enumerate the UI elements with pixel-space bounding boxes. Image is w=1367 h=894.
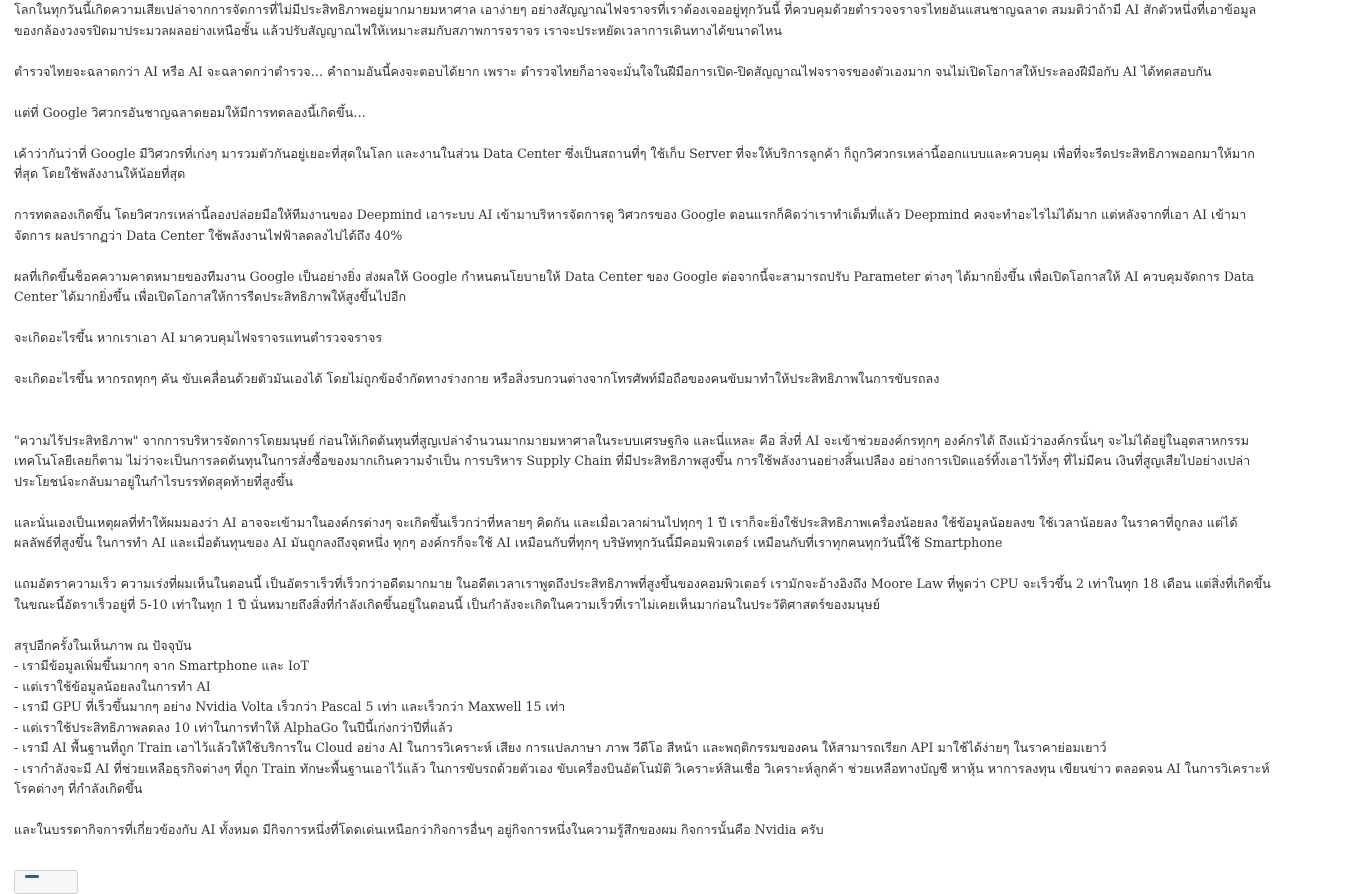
- paragraph-closing: และในบรรดากิจการที่เกี่ยวข้องกับ AI ทั้งหมด มีกิจการหนึ่งที่โดดเด่นเหนือกว่ากิจการอื่นๆ อยู่กิจการหนึ่งในความรู้สึกของผม กิจการนั้นคือ Nvidia ครับ: [14, 822, 824, 837]
- paragraph-police-vs-ai: ตำรวจไทยจะฉลาดกว่า AI หรือ AI จะฉลาดกว่าตำรวจ… คำถามอันนี้คงจะตอบได้ยาก เพราะ ตำรวจไทยก็อาจจะมั่นใจในฝีมือการเปิด-ปิดสัญญาณไฟจราจรของตัวเองมาก จนไม่เปิดโอกาสให้ประลองฝีมือกับ AI ได้ทดสอบกัน: [14, 63, 1212, 79]
- summary-item: - เรามีข้อมูลเพิ่มขึ้นมากๆ จาก Smartphone และ IoT: [14, 658, 309, 673]
- summary-item: - เรามี AI พื้นฐานที่ถูก Train เอาไว้แล้วให้ใช้บริการใน Cloud อย่าง AI ในการวิเคราะห์ เสียง การแปลภาษา ภาพ วีดีโอ สีหน้า และพฤติกรรมของคน ให้สามารถเรียก API มาใช้ได้ง่ายๆ ในราคาย่อมเยาว์: [14, 740, 1107, 755]
- summary-item: - แต่เราใช้ประสิทธิภาพลดลง 10 เท่าในการทำให้ AlphaGo ในปีนี้เก่งกว่าปีที่แล้ว: [14, 719, 453, 735]
- paragraph-deepmind-test: การทดลองเกิดขึ้น โดยวิศวกรเหล่านี้ลองปล่อยมือให้ทีมงานของ Deepmind เอาระบบ AI เข้ามาบริหารจัดการดู วิศวกรของ Google ตอนแรกก็คิดว่าเราทำเต็มที่แล้ว Deepmind คงจะทำอะไรไม่ได้มาก แต่หลังจากที่เอา AI เข้ามาจัดการ ผลปรากฏว่า Data Center ใช้พลังงานไฟฟ้าลดลงไปได้ถึง 40%: [14, 207, 1247, 243]
- paragraph-inefficiency: "ความไร้ประสิทธิภาพ" จากการบริหารจัดการโดยมนุษย์ ก่อนให้เกิดต้นทุนที่สูญเปล่าจำนวนมากมายมหาศาลในระบบเศรษฐกิจ และนี่แหละ คือ สิ่งที่ AI จะเข้าช่วยองค์กรทุกๆ องค์กรได้ ถึงแม้ว่าองค์กรนั้นๆ จะไม่ได้อยู่ในอุตสาหกรรมเทคโนโลยีเลยก็ตาม ไม่ว่าจะเป็นการลดต้นทุนในการสั่งซื้อของมากเกินความจำเป็น การบริหาร Supply Chain ที่มีประสิทธิภาพสูงขึ้น การใช้พลังงานอย่างสิ้นเปลือง อย่างการเปิดแอร์ทิ้งเอาไว้ทั้งๆ ที่ไม่มีคน เงินที่สูญเสียไปอย่างเปล่าประโยชน์จะกลับมาอยู่ในกำไรบรรทัดสุดท้ายที่สูงขึ้น: [14, 432, 1251, 489]
- paragraph-google-engineers: เค้าว่ากันว่าที่ Google มีวิศวกรที่เก่งๆ มารวมตัวกันอยู่เยอะที่สุดในโลก และงานในส่วน Data Center ซึ่งเป็นสถานที่ๆ ใช้เก็บ Server ที่จะให้บริการลูกค้า ก็ถูกวิศวกรเหล่านี้ออกแบบและควบคุม เพื่อที่จะรีดประสิทธิภาพออกมาให้มากที่สุด โดยใช้พลังงานให้น้อยที่สุด: [14, 145, 1255, 181]
- share-button[interactable]: [14, 870, 78, 894]
- paragraph-ai-adoption: และนั่นเองเป็นเหตุผลที่ทำให้ผมมองว่า AI อาจจะเข้ามาในองค์กรต่างๆ จะเกิดขึ้นเร็วกว่าที่หลายๆ คิดกัน และเมื่อเวลาผ่านไปทุกๆ 1 ปี เราก็จะยิ่งใช้ประสิทธิภาพเครื่องน้อยลง ใช้ข้อมูลน้อยลงข ใช้เวลาน้อยลง ในราคาที่ถูกลง แต่ได้ผลลัพธ์ที่สูงขึ้น ในการทำ AI และเมื่อต้นทุนของ AI มันถูกลงถึงจุดหนึ่ง ทุกๆ องค์กรก็จะใช้ AI เหมือนกับที่ทุกๆ บริษัททุกวันนี้มีคอมพิวเตอร์ เหมือนกับที่เราทุกคนทุกวันนี้ใช้ Smartphone: [14, 514, 1238, 550]
- paragraph-question-traffic: จะเกิดอะไรขึ้น หากเราเอา AI มาควบคุมไฟจราจรแทนตำรวจจราจร: [14, 330, 383, 345]
- paragraph-google-policy: ผลที่เกิดขึ้นช็อคความคาดหมายของทีมงาน Google เป็นอย่างยิ่ง ส่งผลให้ Google กำหนดนโยบายให้ Data Center ของ Google ต่อจากนี้จะสามารถปรับ Parameter ต่างๆ ได้มากยิ่งขึ้น เพื่อเปิดโอกาสให้ AI ควบคุมจัดการ Data Center ได้มากยิ่งขึ้น เพื่อเปิดโอกาสให้การรีดประสิทธิภาพให้สูงขึ้นไปอีก: [14, 268, 1255, 304]
- spacer: [14, 410, 1276, 431]
- summary-item: - แต่เราใช้ข้อมูลน้อยลงในการทำ AI: [14, 678, 211, 694]
- article-body: [14, 0, 1276, 861]
- paragraph-question-cars: จะเกิดอะไรขึ้น หากรถทุกๆ คัน ขับเคลื่อนด้วยตัวมันเองได้ โดยไม่ถูกข้อจำกัดทางร่างกาย หรือสิ่งรบกวนต่างจากโทรศัพท์มือถือของคนขับมาทำให้ประสิทธิภาพในการขับรถลง: [14, 371, 940, 386]
- paragraph-google-experiment: แต่ที่ Google วิศวกรอันชาญฉลาดยอมให้มีการทดลองนี้เกิดขึ้น…: [14, 104, 366, 120]
- summary-item: - เรามี GPU ที่เร็วขึ้นมากๆ อย่าง Nvidia Volta เร็วกว่า Pascal 5 เท่า และเร็วกว่า Maxwell 15 เท่า: [14, 699, 566, 714]
- paragraph-speed: แถมอัตราความเร็ว ความเร่งที่ผมเห็นในตอนนี้ เป็นอัตราเร็วที่เร็วกว่าอดีตมากมาย ในอดีตเวลาเราพูดถึงประสิทธิภาพที่สูงขึ้นของคอมพิวเตอร์ เรามักจะอ้างอิงถึง Moore Law ที่พูดว่า CPU จะเร็วขึ้น 2 เท่าในทุก 18 เดือน แต่สิ่งที่เกิดขึ้นในขณะนี้อัตราเร็วอยู่ที่ 5-10 เท่าในทุก 1 ปี นั่นหมายถึงสิ่งที่กำลังเกิดขึ้นอยู่ในตอนนี้ เป็นกำลังจะเกิดในความเร็วที่เราไม่เคยเห็นมาก่อนในประวัติศาสตร์ของมนุษย์: [14, 576, 1271, 612]
- summary-heading: สรุปอีกครั้งในเห็นภาพ ณ ปัจจุบัน: [14, 637, 192, 653]
- paragraph-traffic-ai: โลกในทุกวันนี้เกิดความเสียเปล่าจากการจัดการที่ไม่มีประสิทธิภาพอยู่มากมายมหาศาล เอาง่ายๆ อย่างสัญญาณไฟจราจรที่เราต้องเจออยู่ทุกวันนี้ ที่ควบคุมด้วยตำรวจจราจรไทยอันแสนชาญฉลาด สมมติว่าถ้ามี AI สักตัวหนึ่งที่เอาข้อมูลของกล้องวงจรปิดมาประมวลผลอย่างเหนือชั้น แล้วปรับสัญญาณไฟให้เหมาะสมกับสภาพการจราจร เราจะประหยัดเวลาการเดินทางได้ขนาดไหน: [14, 2, 1257, 38]
- summary-item: - เรากำลังจะมี AI ที่ช่วยเหลือธุรกิจต่างๆ ที่ถูก Train ทักษะพื้นฐานเอาไว้แล้ว ในการขับรถด้วยตัวเอง ขับเครื่องบินอัตโนมัติ วิเคราะห์สินเชื่อ วิเคราะห์ลูกค้า ช่วยเหลือทางบัญชี หาหุ้น หาการลงทุน เขียนข่าว ตลอดจน AI ในการวิเคราะห์โรคต่างๆ ที่กำลังเกิดขึ้น: [14, 760, 1270, 796]
- summary-block: [14, 636, 1276, 800]
